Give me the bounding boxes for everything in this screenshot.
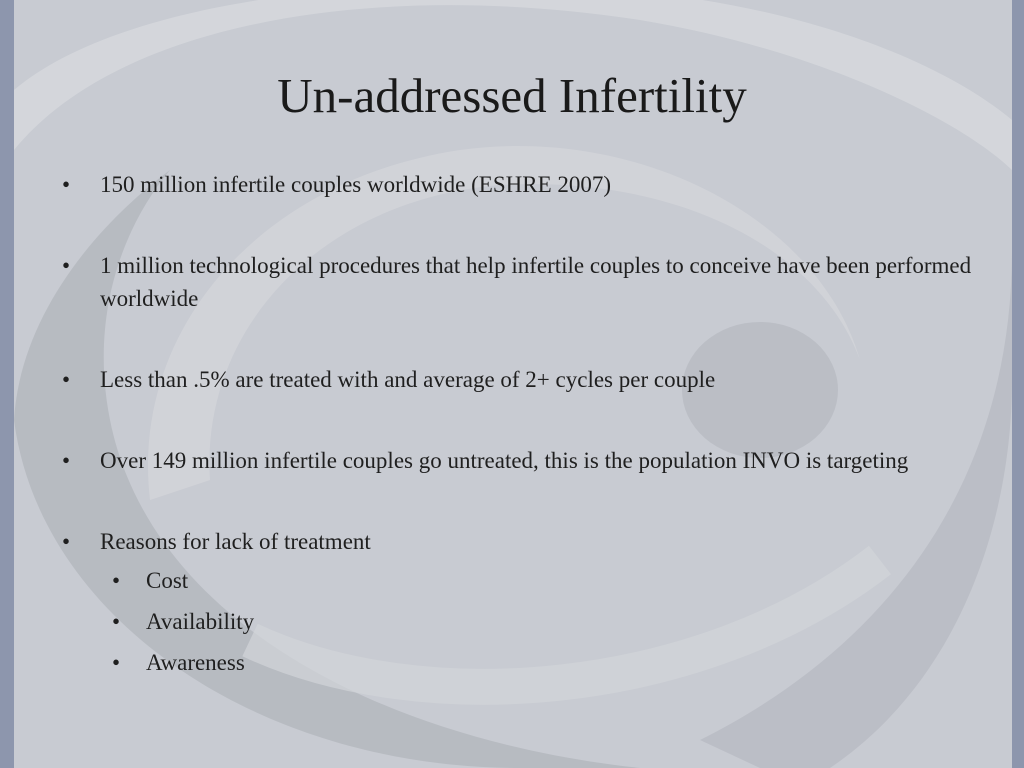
sub-bullet-text: Cost (146, 568, 189, 593)
sub-bullet-item (100, 646, 972, 679)
slide-title: Un-addressed Infertility (277, 68, 747, 123)
sub-bullet-item (100, 564, 972, 597)
bullet-glyph: • (62, 253, 71, 278)
bullet-item (62, 363, 972, 396)
bullet-text: 1 million technological procedures that help infertile couples to conceive have been performed worldwide (100, 253, 972, 311)
bullet-item (62, 525, 972, 679)
bullet-glyph: • (62, 448, 71, 473)
sub-bullet-glyph: • (112, 609, 121, 634)
sub-bullet-glyph: • (112, 650, 121, 675)
bullet-text: Over 149 million infertile couples go untreated, this is the population INVO is targeting (100, 448, 909, 473)
bullet-item (62, 249, 972, 315)
sub-bullet-item (100, 605, 972, 638)
sub-bullet-text: Awareness (146, 650, 245, 675)
bullet-list (62, 168, 972, 687)
sub-bullet-text: Availability (146, 609, 255, 634)
bullet-glyph: • (62, 529, 71, 554)
sub-bullet-glyph: • (112, 568, 121, 593)
bullet-text: Less than .5% are treated with and average of 2+ cycles per couple (100, 367, 716, 392)
bullet-glyph: • (62, 367, 71, 392)
sub-bullet-list (100, 564, 972, 679)
bullet-item (62, 444, 972, 477)
bullet-text: 150 million infertile couples worldwide (ESHRE 2007) (100, 172, 612, 197)
bullet-glyph: • (62, 172, 71, 197)
bullet-text: Reasons for lack of treatment (100, 529, 371, 554)
bullet-item (62, 168, 972, 201)
